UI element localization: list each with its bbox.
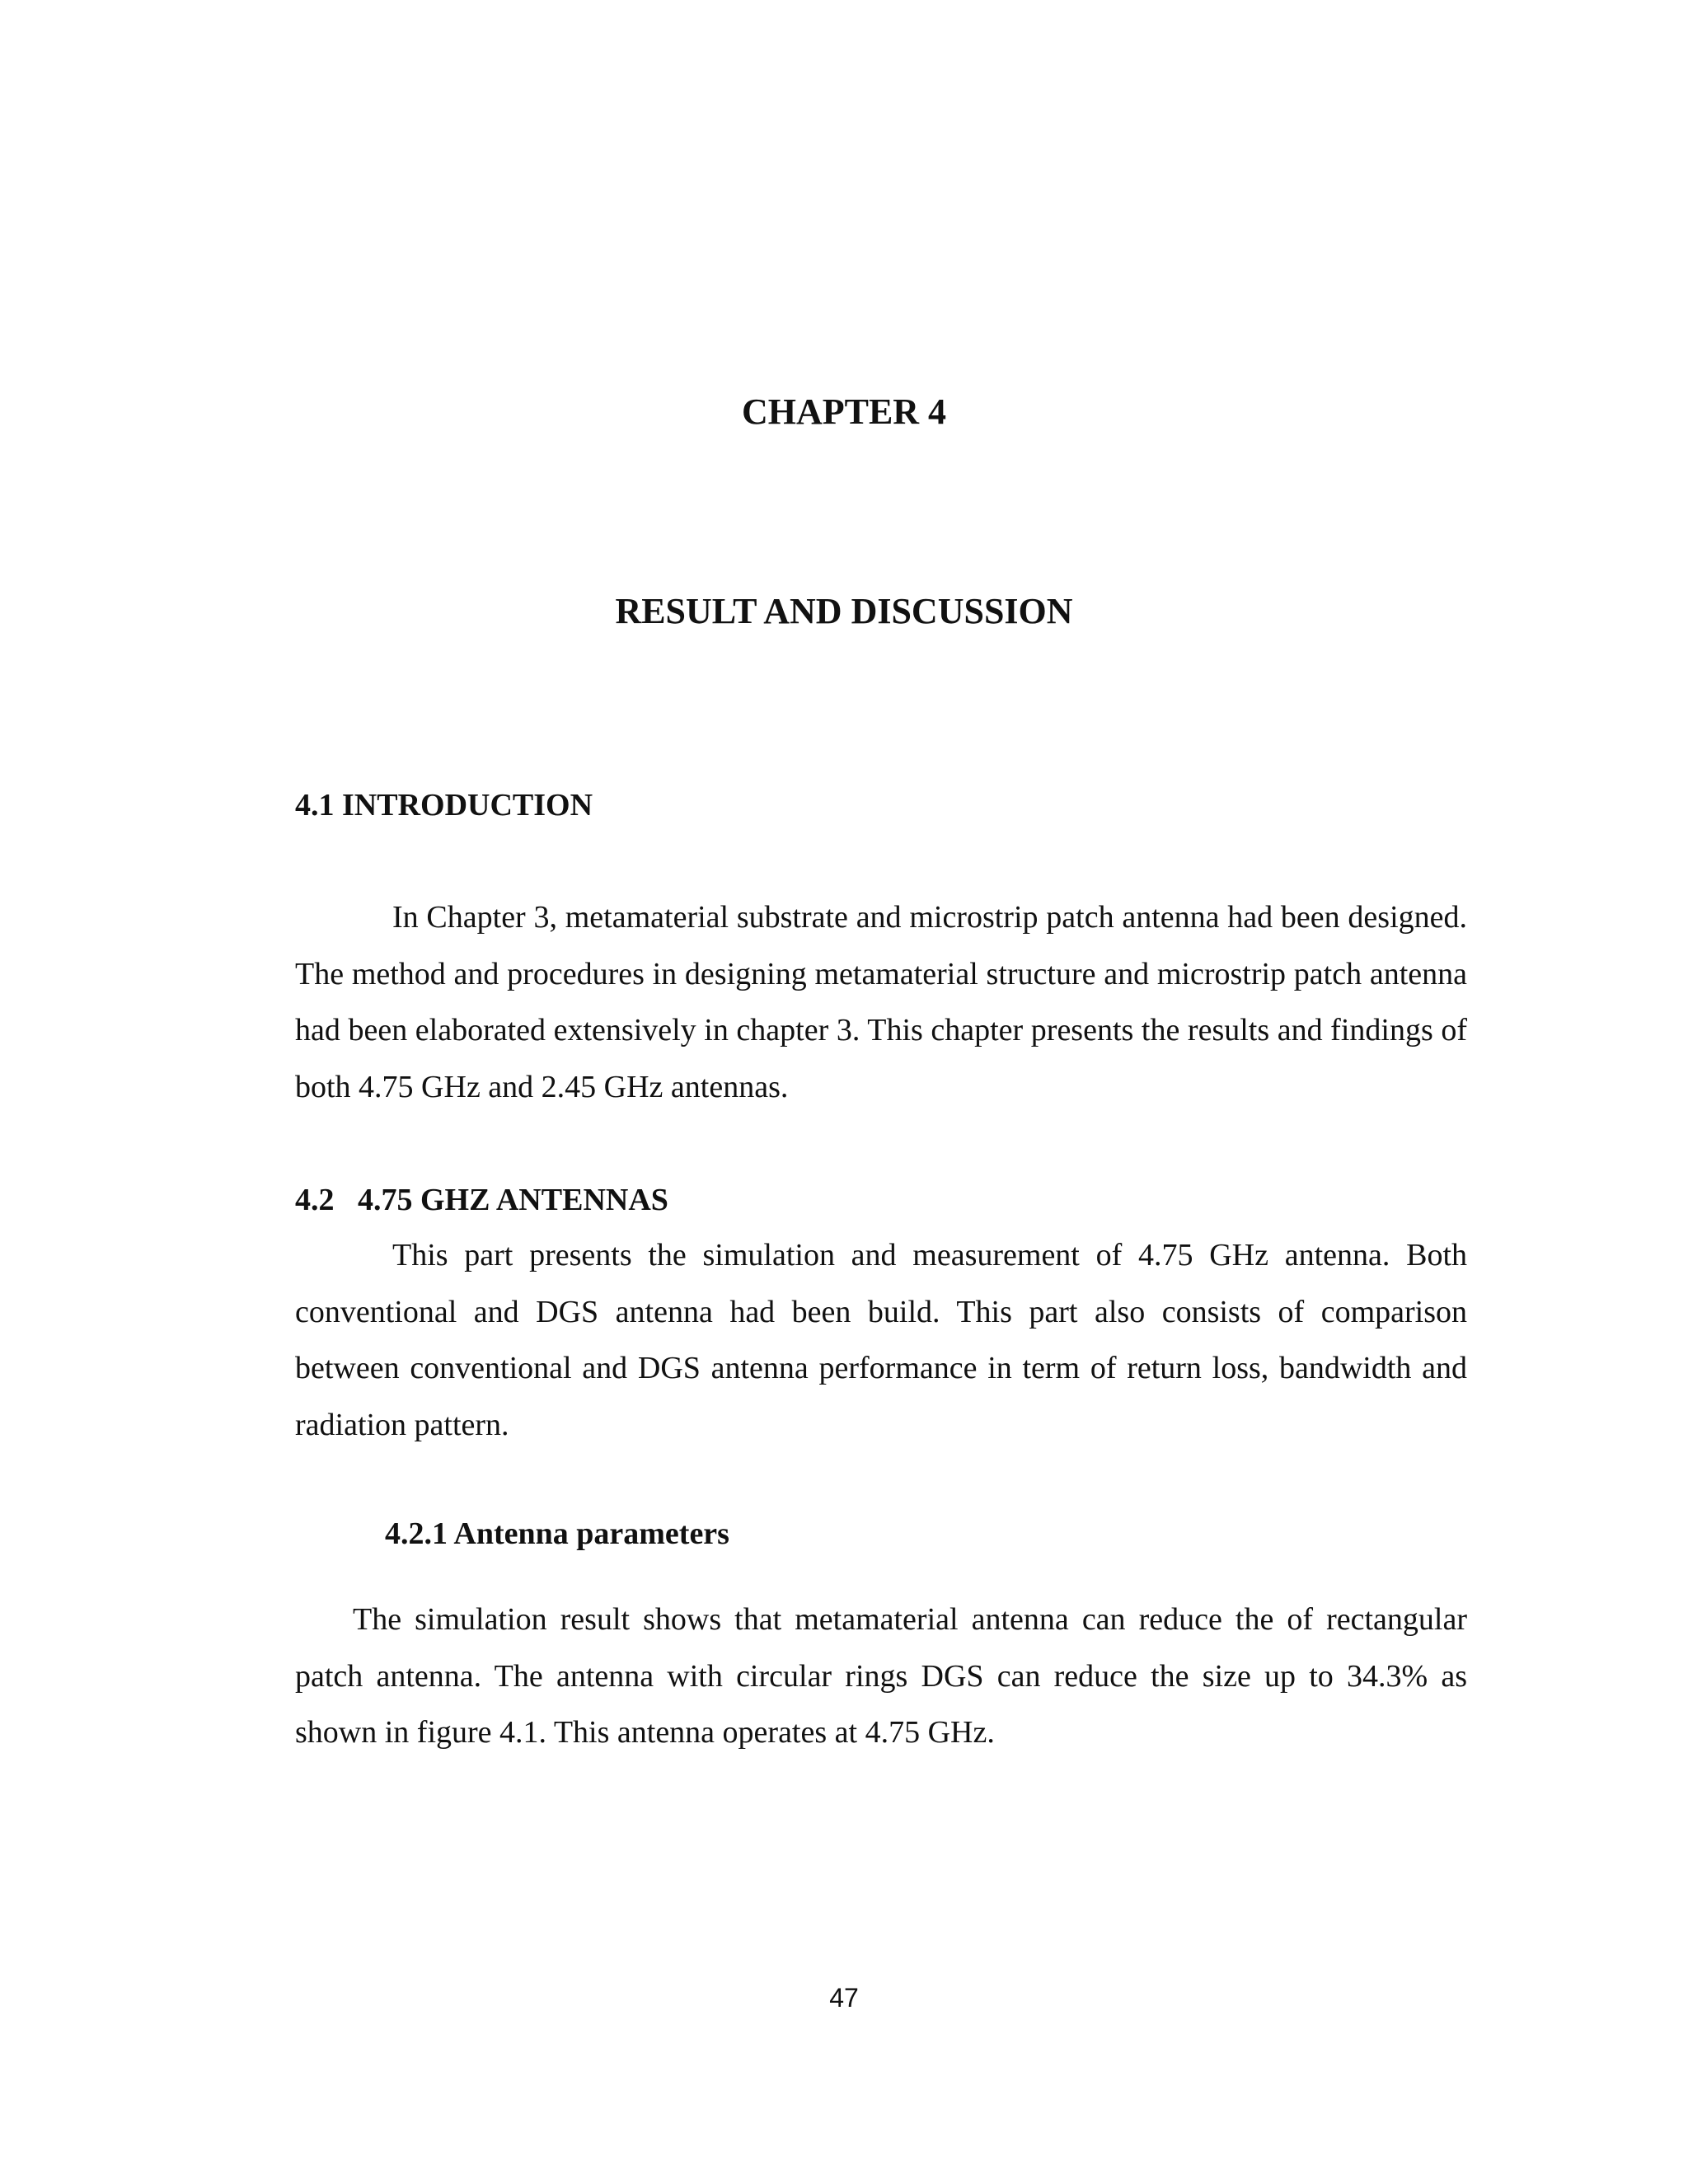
page-number: 47: [829, 1983, 859, 2013]
section-heading-4-1: 4.1 INTRODUCTION: [295, 788, 593, 823]
subsection-heading-4-2-1: 4.2.1 Antenna parameters: [385, 1516, 729, 1551]
paragraph-antenna-parameters: The simulation result shows that metamaterial antenna can reduce the of rectangular patch antenna. The antenna with circular rings DGS can reduce the size up to 34.3% as shown in figure 4.1. This antenna operates at 4.75 GHz.: [295, 1602, 1467, 1750]
chapter-number: CHAPTER 4: [741, 391, 947, 432]
section-heading-4-2: 4.2 4.75 GHZ ANTENNAS: [295, 1183, 668, 1217]
paragraph-4-75-ghz-antennas: This part presents the simulation and measurement of 4.75 GHz antenna. Both conventional and DGS antenna had been build. This part also consists of comparison between conventional and DGS antenna performance in term of return loss, bandwidth and radiation pattern.: [295, 1238, 1467, 1442]
chapter-title: RESULT AND DISCUSSION: [615, 591, 1073, 631]
paragraph-introduction: In Chapter 3, metamaterial substrate and microstrip patch antenna had been designed. The method and procedures in designing metamaterial structure and microstrip patch antenna had been elaborated extensively in chapter 3. This chapter presents the results and findings of both 4.75 GHz and 2.45 GHz antennas.: [295, 900, 1467, 1104]
